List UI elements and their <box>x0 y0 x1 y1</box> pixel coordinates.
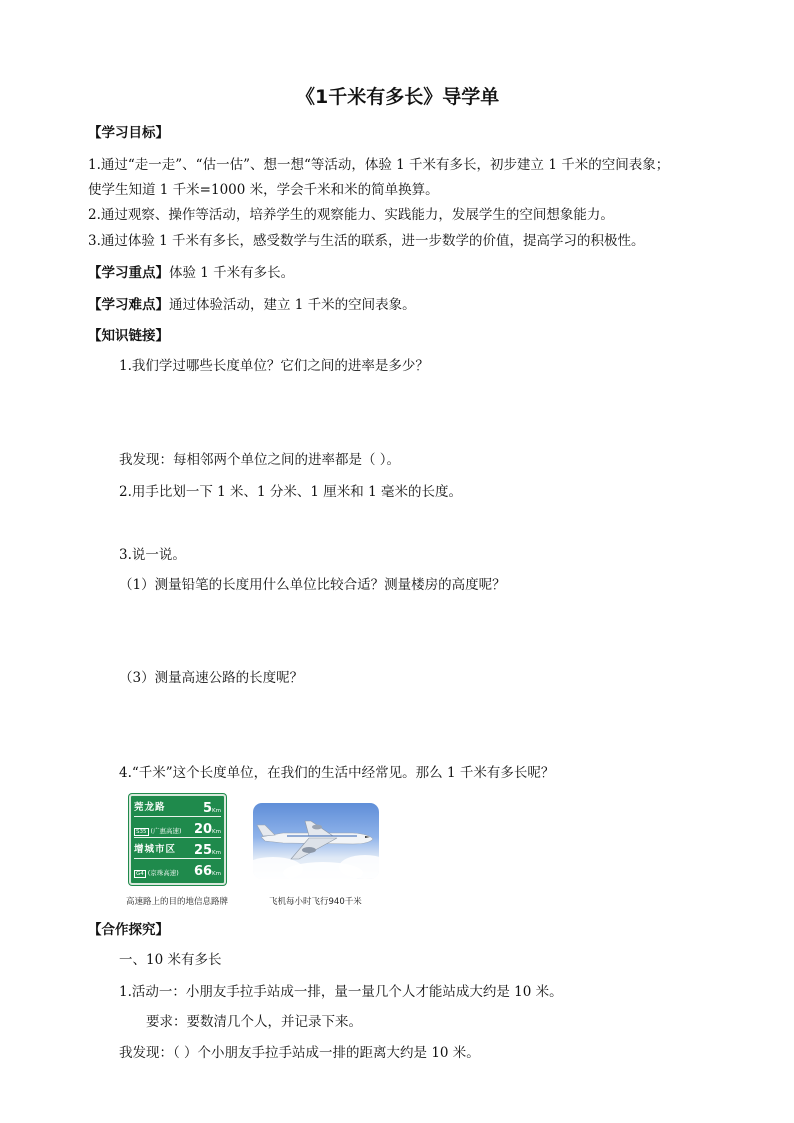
key-point-heading: 【学习重点】 <box>88 265 169 281</box>
difficulty-heading: 【学习难点】 <box>88 297 169 313</box>
knowledge-finding: 我发现：每相邻两个单位之间的进率都是（ ）。 <box>119 452 401 468</box>
sign-distance: 5 <box>202 800 213 816</box>
sign-distance: 20 <box>193 821 213 837</box>
sign-destination: (京珠高速) <box>147 868 179 877</box>
sign-destination: 莞龙路 <box>134 802 166 813</box>
page-title: 《1千米有多长》导学单 <box>296 86 500 108</box>
sign-unit: Km <box>212 870 221 877</box>
sign-destination: 增城市区 <box>134 844 177 855</box>
knowledge-q1: 1.我们学过哪些长度单位？它们之间的进率是多少？ <box>119 358 429 374</box>
sign-unit: Km <box>212 849 221 856</box>
sign-row <box>134 796 221 817</box>
sign-caption: 高速路上的目的地信息路牌 <box>126 897 229 907</box>
key-point <box>88 264 294 282</box>
goal-line-4: 3.通过体验 1 千米有多长，感受数学与生活的联系，进一步数学的价值，提高学习的积极性。 <box>88 233 645 249</box>
airplane-image <box>253 803 379 879</box>
airplane-icon <box>253 803 379 879</box>
explore-part1: 一、10 米有多长 <box>119 952 222 968</box>
knowledge-q4: 4.“千米”这个长度单位，在我们的生活中经常见。那么 1 千米有多长呢？ <box>119 765 555 781</box>
knowledge-q3: 3.说一说。 <box>119 547 186 563</box>
goal-line-1: 1.通过“走一走”、“估一估”、想一想“等活动，体验 1 千米有多长，初步建立 1 千米的空间表象； <box>88 157 670 173</box>
goal-line-2: 使学生知道 1 千米=1000 米，学会千米和米的简单换算。 <box>88 182 439 198</box>
sign-row <box>134 817 221 838</box>
knowledge-q2: 2.用手比划一下 1 米、1 分米、1 厘米和 1 毫米的长度。 <box>119 484 462 500</box>
sign-row <box>134 838 221 859</box>
knowledge-heading: 【知识链接】 <box>88 328 169 344</box>
sign-distance: 25 <box>193 842 213 858</box>
goal-line-3: 2.通过观察、操作等活动，培养学生的观察能力、实践能力，发展学生的空间想象能力。 <box>88 207 614 223</box>
sign-row <box>134 859 221 879</box>
sign-distance: 66 <box>193 863 213 879</box>
sign-unit: Km <box>212 807 221 814</box>
goals-heading: 【学习目标】 <box>88 125 169 141</box>
difficulty <box>88 296 416 314</box>
explore-activity1: 1.活动一：小朋友手拉手站成一排，量一量几个人才能站成大约是 10 米。 <box>119 984 563 1000</box>
knowledge-q3a: （1）测量铅笔的长度用什么单位比较合适？测量楼房的高度呢？ <box>119 577 506 593</box>
highway-sign-image <box>129 794 226 885</box>
difficulty-text: 通过体验活动，建立 1 千米的空间表象。 <box>169 297 416 313</box>
knowledge-q3b: （3）测量高速公路的长度呢？ <box>119 670 304 686</box>
route-badge: S35 <box>136 828 147 835</box>
plane-caption: 飞机每小时飞行940千米 <box>269 897 362 907</box>
route-badge: G4 <box>136 870 144 877</box>
sign-unit: Km <box>212 828 221 835</box>
explore-finding: 我发现：（ ）个小朋友手拉手站成一排的距离大约是 10 米。 <box>119 1045 480 1061</box>
cooperation-heading: 【合作探究】 <box>88 922 169 938</box>
sign-destination: (广惠高速) <box>150 826 182 835</box>
explore-requirement: 要求：要数清几个人，并记录下来。 <box>146 1014 362 1030</box>
key-point-text: 体验 1 千米有多长。 <box>169 265 295 281</box>
